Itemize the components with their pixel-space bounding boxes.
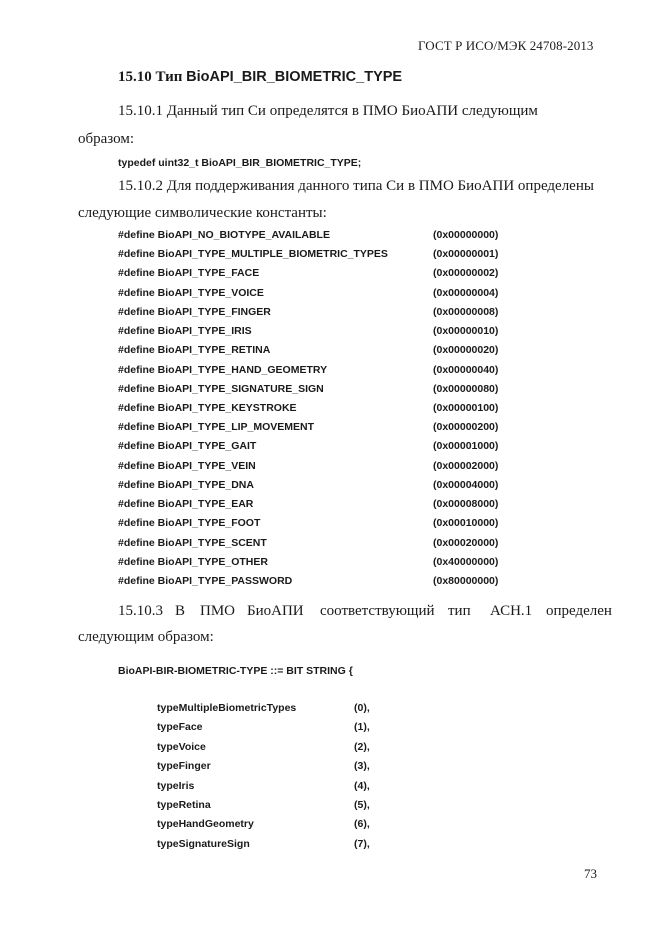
asn-item-row <box>157 760 417 776</box>
define-name: #define BioAPI_TYPE_LIP_MOVEMENT <box>118 421 315 434</box>
asn-item-name: typeHandGeometry <box>157 818 254 831</box>
define-row <box>118 575 518 591</box>
define-name: #define BioAPI_TYPE_KEYSTROKE <box>118 401 297 414</box>
define-row <box>118 306 518 322</box>
define-name: #define BioAPI_TYPE_FOOT <box>118 517 261 530</box>
define-value: (0x00000004) <box>433 286 499 299</box>
asn-item-number: (0), <box>354 702 370 714</box>
paragraph-15-10-1-line1: 15.10.1 Данный тип Си определятся в ПМО БиоАПИ следующим <box>118 103 538 119</box>
asn-item-number: (7), <box>354 837 370 850</box>
page-number: 73 <box>584 866 597 881</box>
section-number: 15.10 Тип <box>118 69 183 85</box>
asn-item-name: typeVoice <box>157 740 206 753</box>
define-name: #define BioAPI_TYPE_VOICE <box>118 286 264 299</box>
define-name: #define BioAPI_TYPE_PASSWORD <box>118 574 293 587</box>
define-value: (0x00000001) <box>433 248 499 261</box>
define-value: (0x00000000) <box>433 229 499 241</box>
asn-item-name: typeFace <box>157 721 203 734</box>
define-value: (0x00000040) <box>433 363 499 376</box>
paragraph-word: соответствующий <box>320 603 435 619</box>
asn-item-row <box>157 799 417 815</box>
asn-item-name: typeFinger <box>157 760 211 773</box>
paragraph-15-10-1-line2: образом: <box>78 131 135 147</box>
define-name: #define BioAPI_TYPE_DNA <box>118 478 254 491</box>
define-value: (0x00002000) <box>433 459 499 472</box>
define-name: #define BioAPI_TYPE_FACE <box>118 267 260 280</box>
paragraph-15-10-3-line2: следующим образом: <box>78 629 214 645</box>
asn-item-row <box>157 721 417 737</box>
define-row <box>118 229 518 245</box>
define-value: (0x00008000) <box>433 498 499 511</box>
asn-item-name: typeIris <box>157 779 195 792</box>
asn-item-number: (3), <box>354 760 370 773</box>
paragraph-word: БиоАПИ <box>247 603 304 619</box>
define-value: (0x00000008) <box>433 305 499 318</box>
asn-item-number: (6), <box>354 818 370 831</box>
section-type-name: BioAPI_BIR_BIOMETRIC_TYPE <box>186 69 403 85</box>
define-name: #define BioAPI_NO_BIOTYPE_AVAILABLE <box>118 229 330 241</box>
asn-type-definition: BioAPI-BIR-BIOMETRIC-TYPE ::= BIT STRING { <box>118 665 353 677</box>
paragraph-word: В <box>175 603 186 619</box>
paragraph-word: тип <box>448 603 471 619</box>
define-value: (0x00001000) <box>433 440 499 453</box>
define-row <box>118 517 518 533</box>
asn-item-number: (5), <box>354 799 370 811</box>
define-row <box>118 479 518 495</box>
asn-item-row <box>157 741 417 757</box>
asn-item-row <box>157 818 417 834</box>
asn-item-name: typeSignatureSign <box>157 837 250 850</box>
define-value: (0x00000200) <box>433 421 499 434</box>
define-row <box>118 440 518 456</box>
define-name: #define BioAPI_TYPE_MULTIPLE_BIOMETRIC_TYPES <box>118 248 388 261</box>
define-value: (0x00010000) <box>433 517 499 530</box>
define-row <box>118 460 518 476</box>
asn-item-number: (1), <box>354 721 370 734</box>
define-value: (0x00000080) <box>433 382 499 395</box>
define-value: (0x00000002) <box>433 267 499 280</box>
define-row <box>118 537 518 553</box>
define-name: #define BioAPI_TYPE_IRIS <box>118 325 252 338</box>
asn-item-name: typeRetina <box>157 799 211 811</box>
paragraph-word: 15.10.3 <box>118 603 163 619</box>
define-row <box>118 364 518 380</box>
define-value: (0x40000000) <box>433 555 499 568</box>
define-name: #define BioAPI_TYPE_SIGNATURE_SIGN <box>118 382 324 395</box>
define-row <box>118 402 518 418</box>
define-row <box>118 498 518 514</box>
define-name: #define BioAPI_TYPE_HAND_GEOMETRY <box>118 363 328 376</box>
define-name: #define BioAPI_TYPE_VEIN <box>118 459 256 472</box>
define-name: #define BioAPI_TYPE_GAIT <box>118 440 257 453</box>
typedef-statement: typedef uint32_t BioAPI_BIR_BIOMETRIC_TYPE; <box>118 157 362 169</box>
paragraph-15-10-3-line1 <box>118 603 612 623</box>
paragraph-15-10-2-line1: 15.10.2 Для поддерживания данного типа Си в ПМО БиоАПИ определены <box>118 178 594 194</box>
define-row <box>118 421 518 437</box>
section-title <box>118 69 402 86</box>
paragraph-15-10-2-line2: следующие символические константы: <box>78 205 327 221</box>
define-name: #define BioAPI_TYPE_EAR <box>118 498 254 511</box>
define-row <box>118 325 518 341</box>
define-value: (0x00000100) <box>433 401 499 414</box>
define-name: #define BioAPI_TYPE_SCENT <box>118 536 267 549</box>
define-value: (0x00000010) <box>433 325 499 338</box>
paragraph-word: определен <box>546 603 612 619</box>
define-value: (0x80000000) <box>433 574 499 587</box>
document-header: ГОСТ Р ИСО/МЭК 24708-2013 <box>418 38 594 53</box>
define-value: (0x00020000) <box>433 536 499 549</box>
define-name: #define BioAPI_TYPE_OTHER <box>118 555 268 568</box>
paragraph-word: ПМО <box>200 603 236 619</box>
define-name: #define BioAPI_TYPE_RETINA <box>118 344 271 357</box>
define-row <box>118 556 518 572</box>
asn-item-row <box>157 702 417 718</box>
asn-item-number: (2), <box>354 740 370 753</box>
asn-item-row <box>157 780 417 796</box>
define-name: #define BioAPI_TYPE_FINGER <box>118 305 271 318</box>
asn-item-number: (4), <box>354 779 370 792</box>
define-row <box>118 248 518 264</box>
define-row <box>118 383 518 399</box>
define-row <box>118 267 518 283</box>
asn-item-name: typeMultipleBiometricTypes <box>157 702 297 714</box>
define-value: (0x00000020) <box>433 344 499 357</box>
define-value: (0x00004000) <box>433 478 499 491</box>
define-row <box>118 344 518 360</box>
asn-item-row <box>157 838 417 854</box>
paragraph-word: АСН.1 <box>490 603 533 619</box>
define-row <box>118 287 518 303</box>
